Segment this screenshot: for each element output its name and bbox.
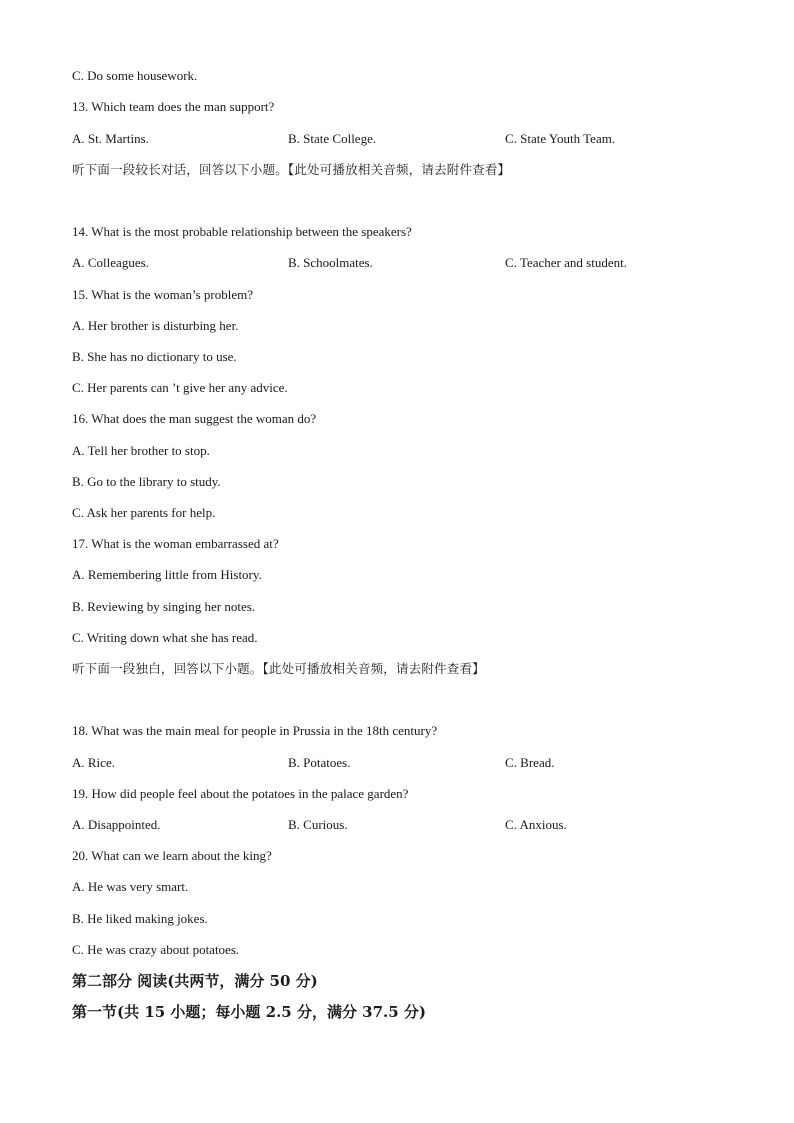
q13-option-c: C. State Youth Team. xyxy=(505,131,616,146)
q19-option-b: B. Curious. xyxy=(288,817,348,832)
q15-option-c: C. Her parents can ’t give her any advice. xyxy=(72,380,288,395)
q17-option-a: A. Remembering little from History. xyxy=(72,567,262,582)
instruction-long-dialogue: 听下面一段较长对话，回答以下小题。【此处可播放相关音频，请去附件查看】 xyxy=(72,162,511,177)
q20-option-c: C. He was crazy about potatoes. xyxy=(72,942,240,957)
q19-option-c: C. Anxious. xyxy=(505,817,567,832)
q19-option-a: A. Disappointed. xyxy=(72,817,161,832)
q13-option-a: A. St. Martins. xyxy=(72,131,149,146)
q14-option-b: B. Schoolmates. xyxy=(288,255,373,270)
q16-option-c: C. Ask her parents for help. xyxy=(72,505,216,520)
part-two-heading: 第二部分 阅读(共两节，满分 50 分) xyxy=(72,972,318,990)
question-16: 16. What does the man suggest the woman do? xyxy=(72,411,317,426)
q20-option-a: A. He was very smart. xyxy=(72,879,189,894)
q18-option-b: B. Potatoes. xyxy=(288,755,351,770)
question-20: 20. What can we learn about the king? xyxy=(72,848,272,863)
q17-option-c: C. Writing down what she has read. xyxy=(72,630,258,645)
question-15: 15. What is the woman’s problem? xyxy=(72,287,254,302)
q16-option-b: B. Go to the library to study. xyxy=(72,474,221,489)
question-17: 17. What is the woman embarrassed at? xyxy=(72,536,279,551)
q13-option-b: B. State College. xyxy=(288,131,377,146)
q18-option-c: C. Bread. xyxy=(505,755,555,770)
instruction-monologue: 听下面一段独白，回答以下小题。【此处可播放相关音频，请去附件查看】 xyxy=(72,661,485,676)
question-13: 13. Which team does the man support? xyxy=(72,99,275,114)
q15-option-b: B. She has no dictionary to use. xyxy=(72,349,237,364)
q14-option-a: A. Colleagues. xyxy=(72,255,149,270)
question-14: 14. What is the most probable relationship between the speakers? xyxy=(72,224,412,239)
q12-option-c: C. Do some housework. xyxy=(72,68,198,83)
q16-option-a: A. Tell her brother to stop. xyxy=(72,443,210,458)
q20-option-b: B. He liked making jokes. xyxy=(72,911,208,926)
q17-option-b: B. Reviewing by singing her notes. xyxy=(72,599,256,614)
question-19: 19. How did people feel about the potatoes in the palace garden? xyxy=(72,786,409,801)
section-one-heading: 第一节(共 15 小题；每小题 2.5 分，满分 37.5 分) xyxy=(72,1003,427,1021)
q15-option-a: A. Her brother is disturbing her. xyxy=(72,318,239,333)
q14-option-c: C. Teacher and student. xyxy=(505,255,627,270)
question-18: 18. What was the main meal for people in Prussia in the 18th century? xyxy=(72,723,438,738)
q18-option-a: A. Rice. xyxy=(72,755,115,770)
